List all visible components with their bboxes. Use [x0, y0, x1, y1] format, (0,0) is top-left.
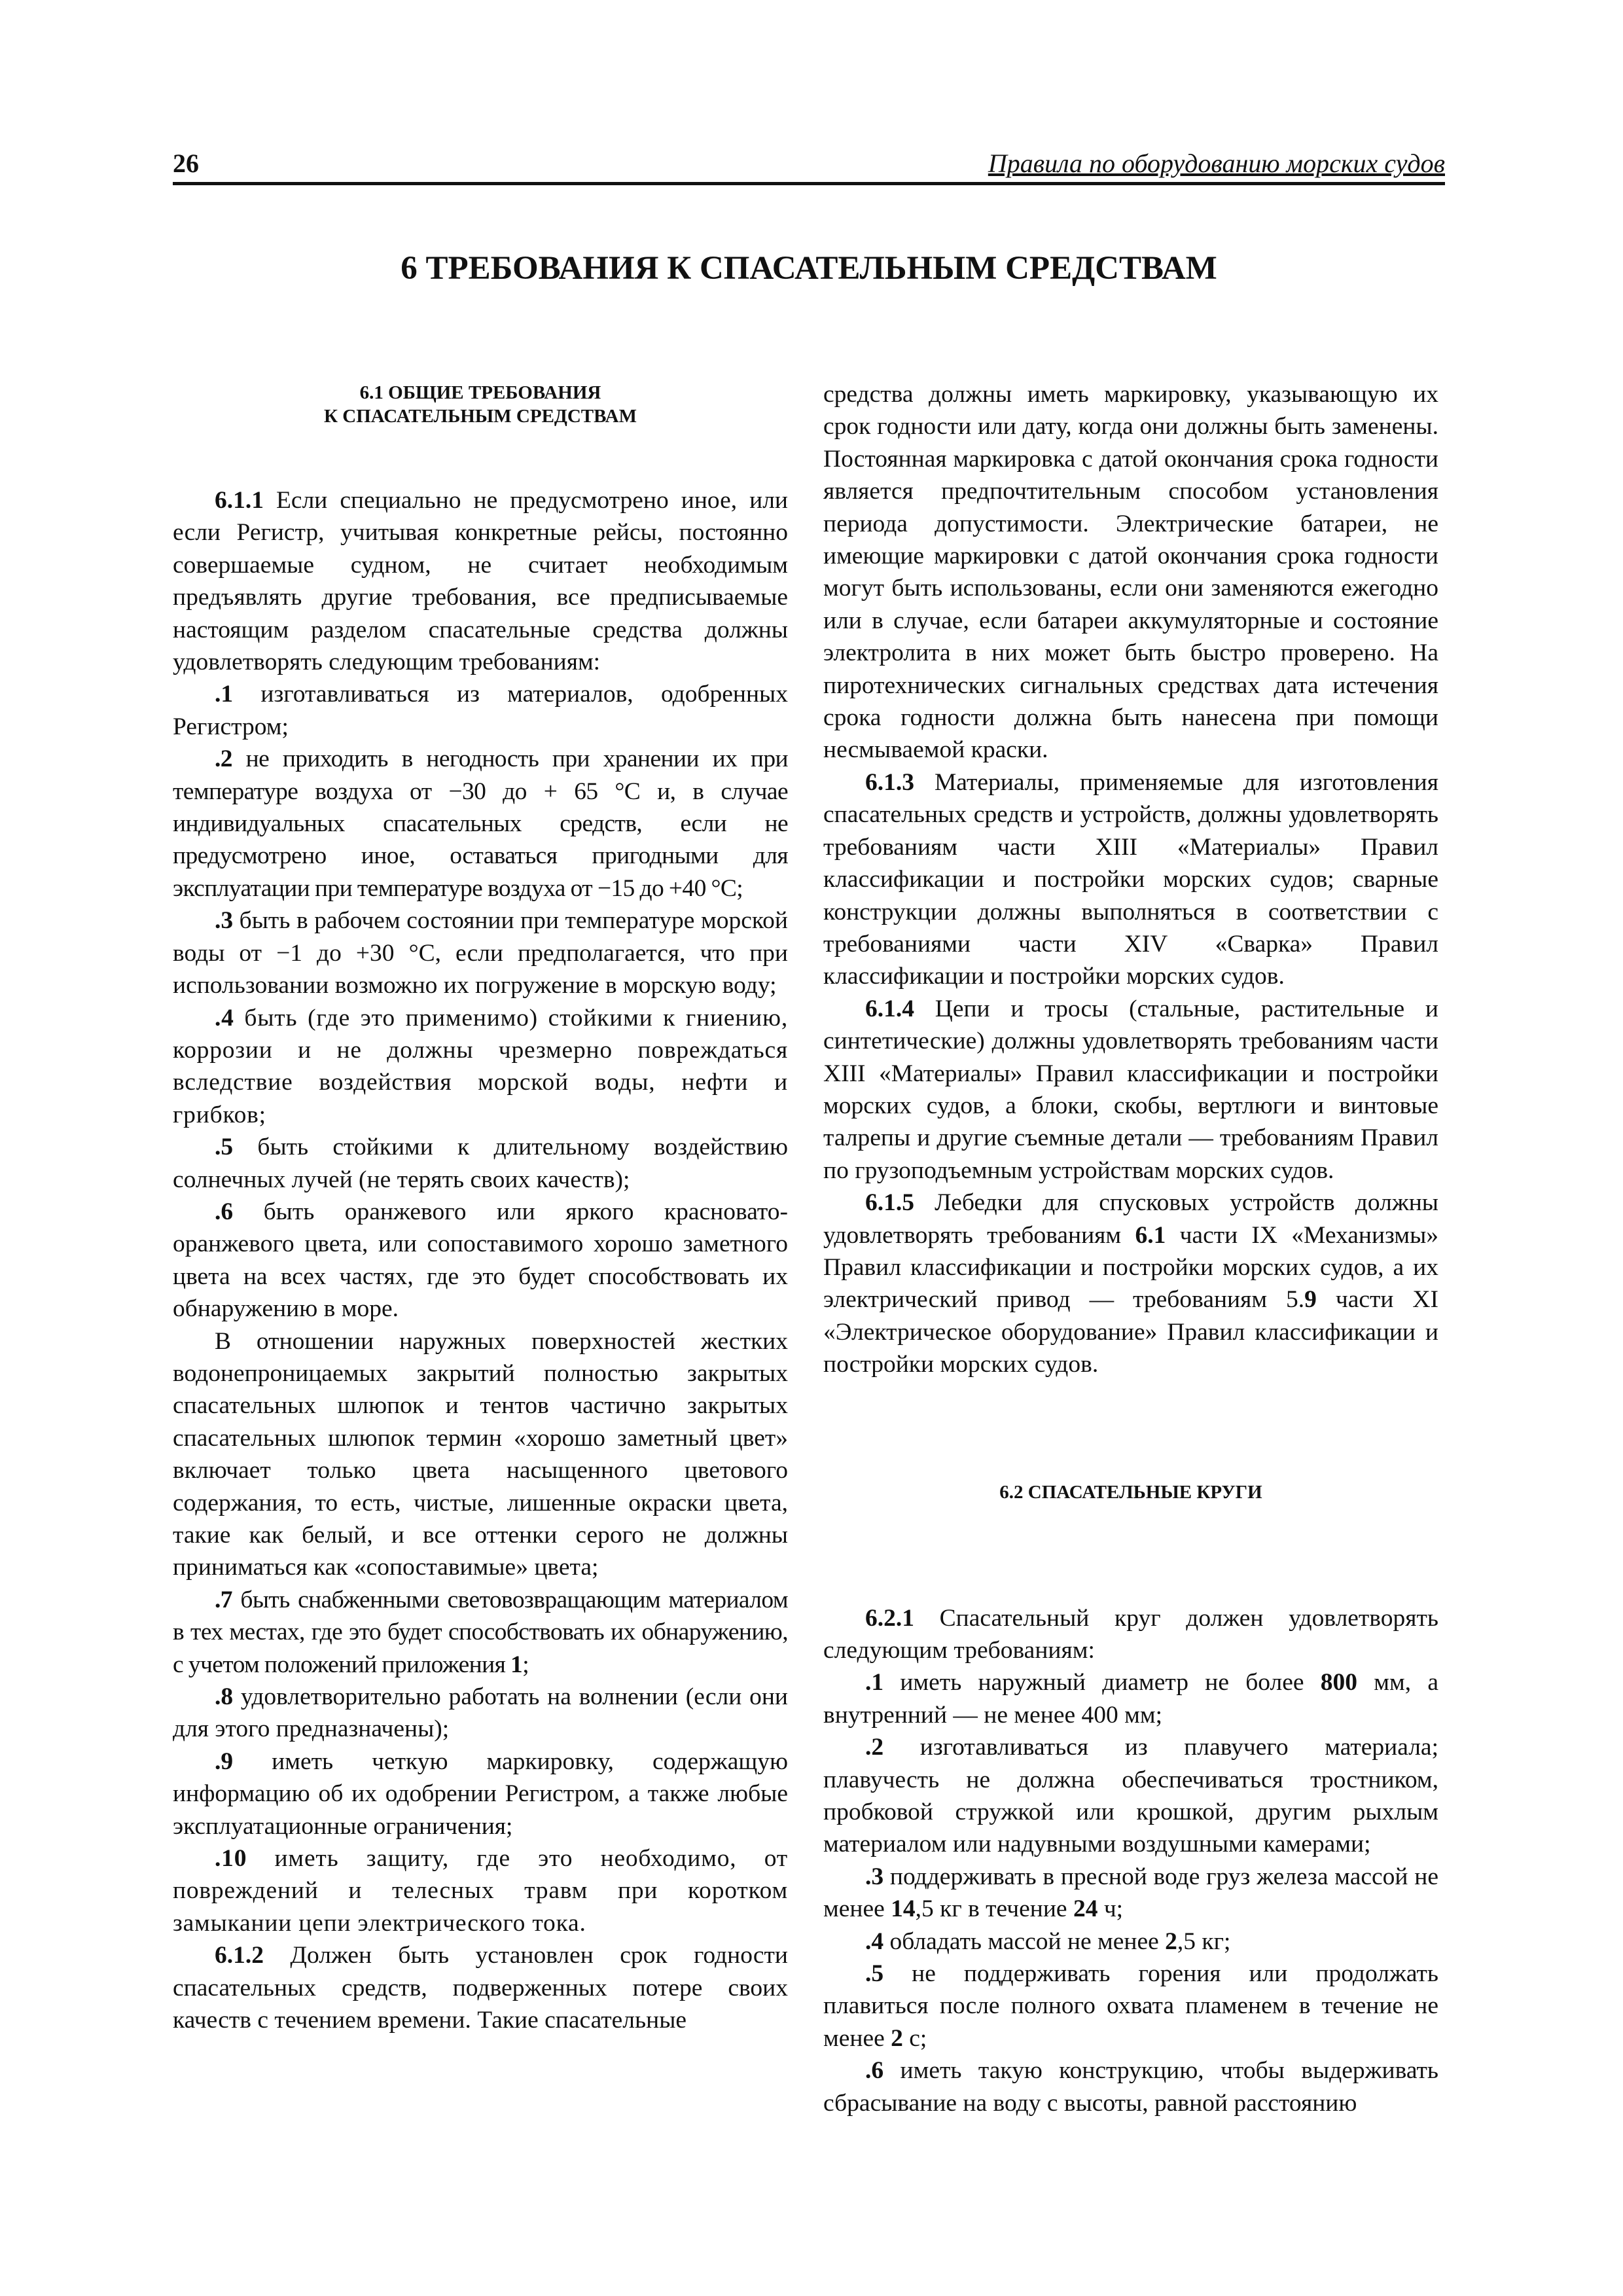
- clause-number: 6.1.3: [865, 768, 914, 796]
- right-column: [823, 378, 1438, 2119]
- paragraph-6-1-2-continued: средства должны иметь маркировку, указывающую их срок годности или дату, когда они должны быть заменены. Постоянная маркировка с датой окончания срока годности является предпочтительным способом установления периода допустимости. Электрические батареи, не имеющие маркировки с датой окончания срока годности могут быть использованы, если они заменяются ежегодно или в случае, если батареи аккумуляторные и состояние электролита в них может быть быстро проверено. На пиротехнических сигнальных средствах дата истечения срока годности должна быть нанесена при помощи несмываемой краски.: [823, 381, 1438, 764]
- item-number: .3: [215, 907, 234, 935]
- running-title: Правила по оборудованию морских судов: [988, 149, 1445, 178]
- item-text: быть в рабочем состоянии при температуре морской воды от −1 до +30 °С, если предполагается, что при использовании возможно их погружение в морскую воду;: [173, 907, 788, 999]
- item-text: иметь четкую маркировку, содержащую информацию об их одобрении Регистром, а также любые эксплуатационные ограничения;: [173, 1748, 788, 1840]
- item-text: изготавливаться из материалов, одобренных Регистром;: [173, 681, 788, 740]
- clause-number: 6.1.5: [865, 1189, 914, 1217]
- section-heading-line-2: К СПАСАТЕЛЬНЫМ СРЕДСТВАМ: [324, 406, 637, 427]
- paragraph-6-1-4: [823, 993, 1438, 1187]
- clause-number: 6.2.1: [865, 1604, 914, 1632]
- section-heading-6-1: [173, 381, 788, 428]
- section-heading-line-1: 6.1 ОБЩИЕ ТРЕБОВАНИЯ: [359, 382, 601, 403]
- item-value-2: 24: [1073, 1895, 1098, 1923]
- item-value: 800: [1320, 1669, 1358, 1696]
- item-number: .4: [865, 1928, 884, 1955]
- list-item-7: [173, 1584, 788, 1681]
- item-text: быть стойкими к длительному воздействию солнечных лучей (не терять своих качеств);: [173, 1134, 788, 1193]
- item-text-end: с;: [902, 2024, 927, 2052]
- paragraph-text: Если специально не предусмотрено иное, или если Регистр, учитывая конкретные рейсы, постоянно совершаемые судном, не считает необходимым предъявлять другие требования, все предписываемые настоящим разделом спасательные средства должны удовлетворять следующим требованиям:: [173, 487, 788, 676]
- item-number: .4: [215, 1004, 234, 1031]
- item-value: 2: [1165, 1928, 1177, 1955]
- item-text: изготавливаться из плавучего материала; плавучесть не должна обеспечиваться тростником, пробковой стружкой или крошкой, другим рыхлым материалом или надувными воздушными камерами;: [823, 1734, 1438, 1858]
- buoy-item-1: [823, 1666, 1438, 1731]
- paragraph-text: Материалы, применяемые для изготовления спасательных средств и устройств, должны удовлетворять требованиям части XIII «Материалы» Правил классификации и постройки морских судов; сварные конструкции должны выполняться в соответствии с требованиями части XIV «Сварка» Правил классификации и постройки морских судов.: [823, 768, 1438, 990]
- item-text: быть оранжевого или яркого красновато-оранжевого цвета, или сопоставимого хорошо заметного цвета на всех частях, где это будет способствовать их обнаружению в море.: [173, 1198, 788, 1323]
- item-text-end: ч;: [1097, 1895, 1124, 1923]
- clause-ref-2: 9: [1304, 1286, 1317, 1314]
- item-number: .5: [865, 1960, 884, 1988]
- item-number: .10: [215, 1845, 247, 1873]
- item-number: .6: [865, 2057, 884, 2085]
- paragraph-text: Лебедки для спусковых устройств должны удовлетворять требованиям: [823, 1189, 1438, 1249]
- list-item-2: [173, 743, 788, 905]
- list-item-10: [173, 1842, 788, 1939]
- list-item-9: [173, 1746, 788, 1842]
- item-text: быть (где это применимо) стойкими к гниению, коррозии и не должны чрезмерно повреждаться вследствие воздействия морской воды, нефти и грибков;: [173, 1004, 788, 1128]
- item-number: .1: [215, 681, 234, 708]
- item-number: .3: [865, 1863, 884, 1890]
- buoy-item-3: [823, 1861, 1438, 1926]
- item-text: иметь такую конструкцию, чтобы выдерживать сбрасывание на воду с высоты, равной расстоянию: [823, 2057, 1438, 2117]
- item-text-2: ,5 кг в течение: [915, 1895, 1073, 1923]
- clause-number: 6.1.1: [215, 487, 264, 514]
- buoy-item-6: [823, 2054, 1438, 2119]
- paragraph-text: Цепи и тросы (стальные, растительные и синтетические) должны удовлетворять требованиям части XIII «Материалы» Правил классификации и постройки морских судов, а блоки, скобы, вертлюги и винтовые талрепы и другие съемные детали — требованиям Правил по грузоподъемным устройствам морских судов.: [823, 995, 1438, 1184]
- buoy-item-5: [823, 1958, 1438, 2054]
- page-header: [173, 145, 1445, 185]
- item-number: .1: [865, 1669, 884, 1696]
- item-number: .2: [215, 745, 232, 773]
- clause-number: 6.1.2: [215, 1942, 264, 1969]
- list-item-5: [173, 1131, 788, 1196]
- paragraph-text-2: части IX «Механизмы» Правил классификации и постройки морских судов, а их электрический привод — требованиям 5.: [823, 1221, 1439, 1314]
- paragraph-text: Должен быть установлен срок годности спасательных средств, подверженных потере своих качеств с течением времени. Такие спасательные: [173, 1942, 788, 2034]
- item-number: .2: [865, 1734, 884, 1761]
- item-number: .5: [215, 1134, 234, 1161]
- paragraph-text: Спасательный круг должен удовлетворять следующим требованиям:: [823, 1604, 1438, 1664]
- item-text: иметь наружный диаметр не более: [883, 1669, 1321, 1696]
- clause-number: 6.1.4: [865, 995, 914, 1022]
- buoy-item-4: [823, 1926, 1438, 1958]
- list-item-1: [173, 678, 788, 743]
- item-text: обладать массой не менее: [883, 1928, 1166, 1955]
- list-item-4: [173, 1002, 788, 1132]
- paragraph-6-1-1: [173, 484, 788, 678]
- item-text: не приходить в негодность при хранении их при температуре воздуха от −30 до + 65 °С и, в случае индивидуальных спасательных средств, если не предусмотрено иное, оставаться пригодными для эксплуатации при температуре воздуха от −15 до +40 °С;: [173, 745, 788, 902]
- list-item-6: [173, 1196, 788, 1325]
- item-text: быть снабженными световозвращающим материалом в тех местах, где это будет способствовать их обнаружению, с учетом положений приложения: [173, 1586, 788, 1678]
- paragraph-6-1-2: [173, 1939, 788, 2036]
- item-number: .8: [215, 1683, 234, 1711]
- item-text: поддерживать в пресной воде груз железа массой не менее: [823, 1863, 1438, 1923]
- paragraph-text-3: части XI «Электрическое оборудование» Правил классификации и постройки морских судов.: [823, 1286, 1438, 1378]
- item-text: не поддерживать горения или продолжать плавиться после полного охвата пламенем в течение не менее: [823, 1960, 1438, 2052]
- appendix-ref: 1: [510, 1651, 523, 1678]
- item-text: удовлетворительно работать на волнении (если они для этого предназначены);: [173, 1683, 788, 1743]
- item-text-end: мм, а внутренний — не менее 400 мм;: [823, 1669, 1438, 1729]
- section-heading-6-2: 6.2 СПАСАТЕЛЬНЫЕ КРУГИ: [999, 1481, 1262, 1503]
- list-item-3: [173, 905, 788, 1001]
- paragraph-color: В отношении наружных поверхностей жестких водонепроницаемых закрытий полностью закрытых спасательных шлюпок и тентов частично закрытых спасательных шлюпок термин «хорошо заметный цвет» включает только цвета насыщенного цветового содержания, то есть, чистые, лишенные окраски цвета, такие как белый, и все оттенки серого не должны приниматься как «сопоставимые» цвета;: [173, 1327, 788, 1581]
- page-number: 26: [173, 149, 199, 178]
- item-text-end: ;: [522, 1651, 529, 1678]
- item-number: .7: [215, 1586, 232, 1613]
- clause-ref: 6.1: [1135, 1221, 1166, 1249]
- chapter-title: 6 ТРЕБОВАНИЯ К СПАСАТЕЛЬНЫМ СРЕДСТВАМ: [401, 250, 1217, 287]
- paragraph-6-1-5: [823, 1187, 1438, 1380]
- left-column: [173, 378, 788, 2037]
- list-item-8: [173, 1681, 788, 1746]
- paragraph-6-2-1: [823, 1602, 1438, 1667]
- item-value: 14: [891, 1895, 916, 1923]
- item-text-end: ,5 кг;: [1177, 1928, 1231, 1955]
- paragraph-6-1-3: [823, 766, 1438, 993]
- item-number: .9: [215, 1748, 234, 1775]
- item-number: .6: [215, 1198, 234, 1225]
- item-value: 2: [891, 2024, 903, 2052]
- item-text: иметь защиту, где это необходимо, от повреждений и телесных травм при коротком замыкании цепи электрического тока.: [173, 1845, 788, 1937]
- buoy-item-2: [823, 1731, 1438, 1861]
